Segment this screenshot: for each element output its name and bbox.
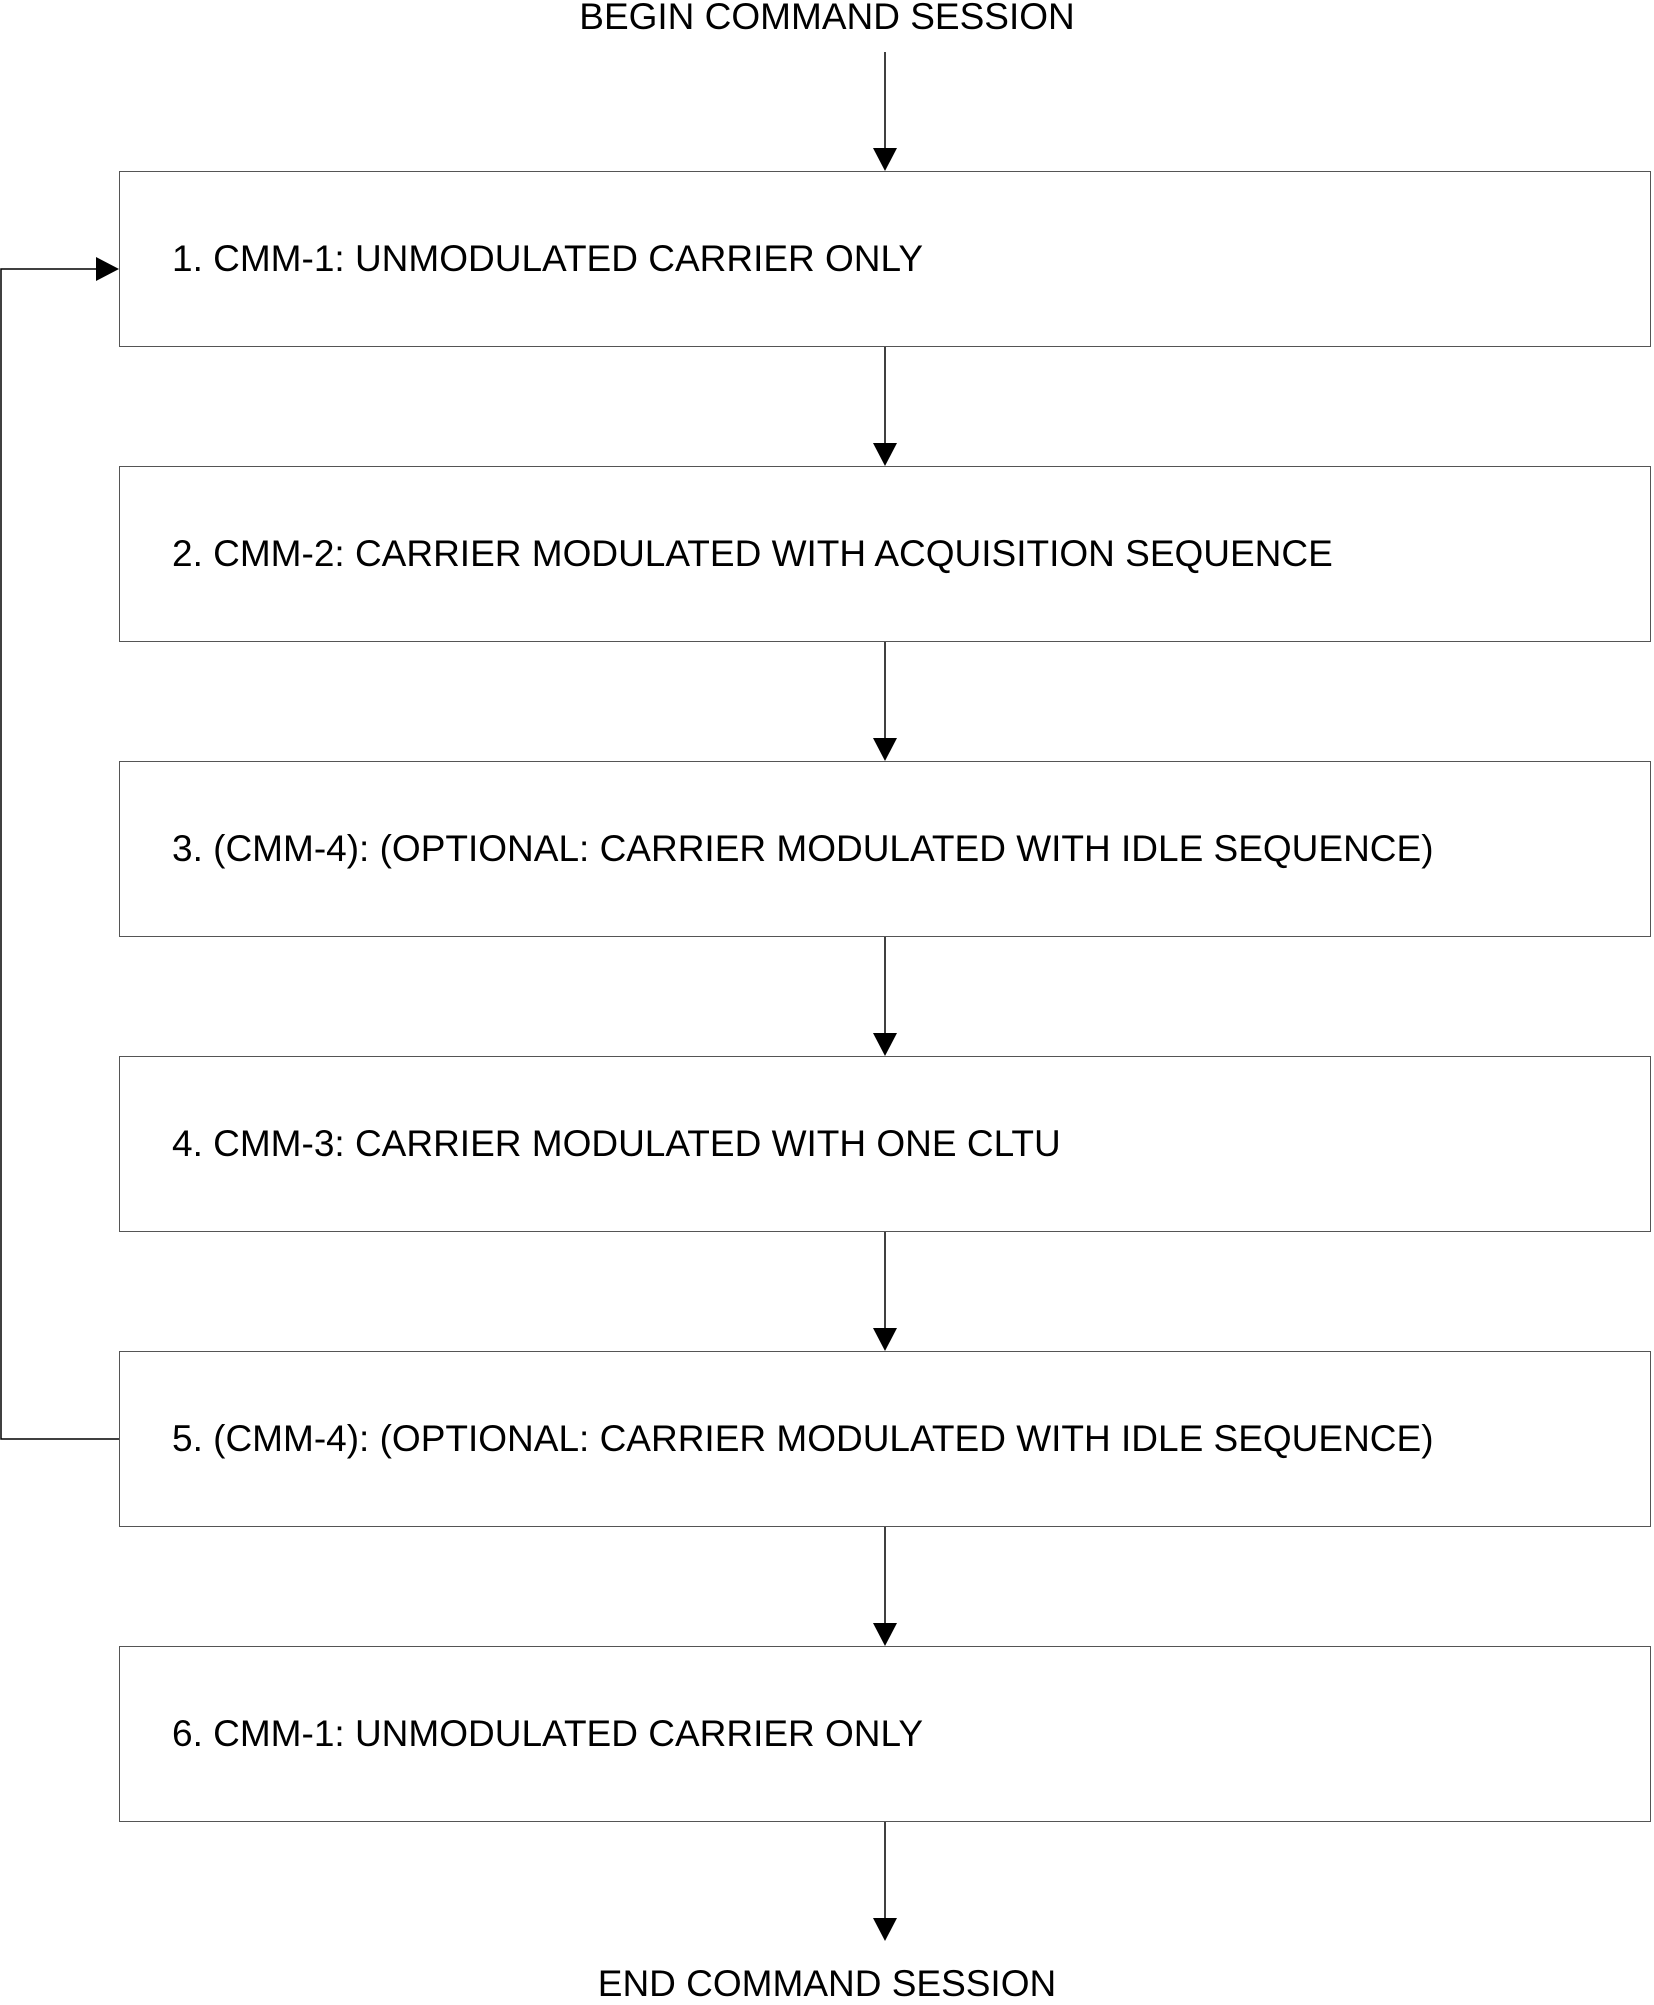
arrow-begin-to-step-1-head bbox=[873, 148, 897, 171]
step-5-label: 5. (CMM-4): (OPTIONAL: CARRIER MODULATED WITH IDLE SEQUENCE) bbox=[172, 1418, 1434, 1459]
step-6-label: 6. CMM-1: UNMODULATED CARRIER ONLY bbox=[172, 1713, 924, 1754]
end-command-session-label: END COMMAND SESSION bbox=[597, 1963, 1057, 2004]
step-4-box bbox=[119, 1056, 1651, 1232]
step-1-label: 1. CMM-1: UNMODULATED CARRIER ONLY bbox=[172, 238, 924, 279]
arrow-step-3-to-step-4-head bbox=[873, 1033, 897, 1056]
arrow-step-4-to-step-5-head bbox=[873, 1328, 897, 1351]
arrow-step-1-to-step-2-head bbox=[873, 443, 897, 466]
begin-command-session-label: BEGIN COMMAND SESSION bbox=[579, 0, 1075, 37]
loop-back-arrow-head bbox=[96, 257, 119, 281]
step-3-label: 3. (CMM-4): (OPTIONAL: CARRIER MODULATED WITH IDLE SEQUENCE) bbox=[172, 828, 1434, 869]
arrow-step-5-to-step-6-head bbox=[873, 1623, 897, 1646]
step-4-label: 4. CMM-3: CARRIER MODULATED WITH ONE CLTU bbox=[172, 1123, 1061, 1164]
step-5-box bbox=[119, 1351, 1651, 1527]
step-6-box bbox=[119, 1646, 1651, 1822]
arrow-step-6-to-end-head bbox=[873, 1918, 897, 1941]
step-2-box bbox=[119, 466, 1651, 642]
loop-back-line bbox=[1, 269, 119, 1439]
step-3-box bbox=[119, 761, 1651, 937]
arrow-step-2-to-step-3-head bbox=[873, 738, 897, 761]
step-1-box bbox=[119, 171, 1651, 347]
step-2-label: 2. CMM-2: CARRIER MODULATED WITH ACQUISITION SEQUENCE bbox=[172, 533, 1333, 574]
